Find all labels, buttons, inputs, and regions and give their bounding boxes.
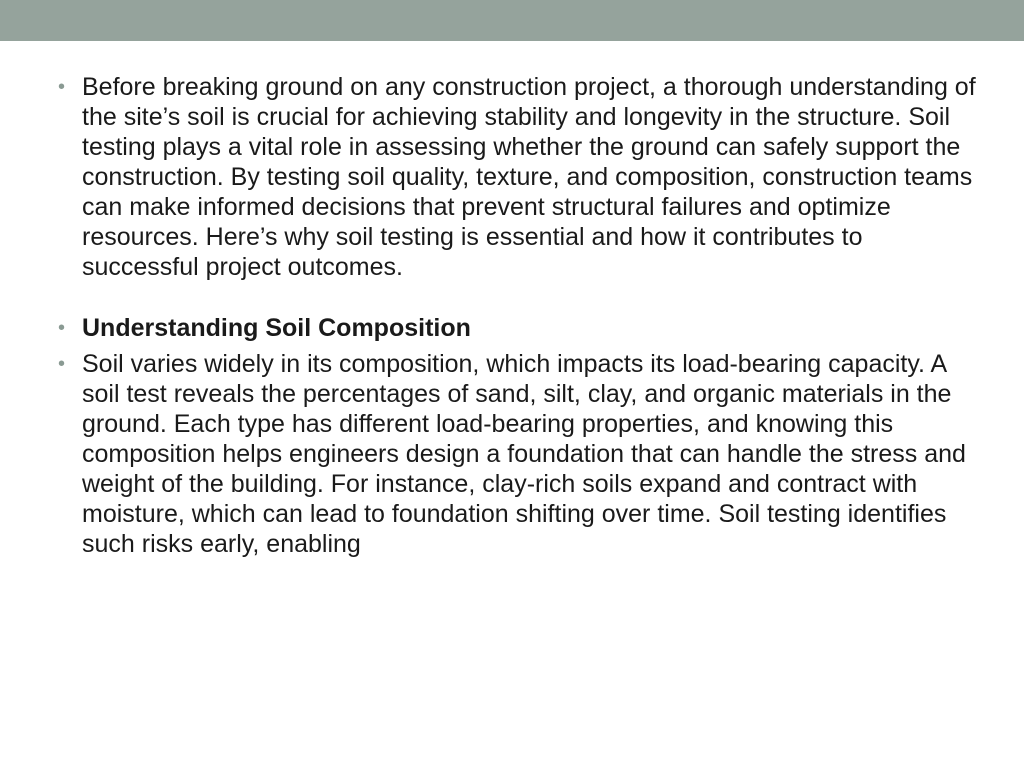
bullet-heading — [58, 313, 978, 343]
intro-paragraph: Before breaking ground on any construction project, a thorough understanding of the site’s soil is crucial for achieving stability and longevity in the structure. Soil testing plays a vital role in assessing whether the ground can safely support the construction. By testing soil quality, texture, and composition, construction teams can make informed decisions that prevent structural failures and optimize resources. Here’s why soil testing is essential and how it contributes to successful project outcomes. — [82, 73, 976, 281]
bullet-dot-icon: • — [58, 76, 66, 98]
slide-body — [58, 72, 978, 559]
bullet-dot-icon: • — [58, 353, 66, 375]
bullet-intro — [58, 72, 978, 282]
top-accent-band — [0, 0, 1024, 41]
composition-paragraph: Soil varies widely in its composition, which impacts its load-bearing capacity. A soil test reveals the percentages of sand, silt, clay, and organic materials in the ground. Each type has different load-bearing properties, and knowing this composition helps engineers design a foundation that can handle the stress and weight of the building. For instance, clay-rich soils expand and contract with moisture, which can lead to foundation shifting over time. Soil testing identifies such risks early, enabling — [82, 350, 966, 558]
section-heading: Understanding Soil Composition — [82, 314, 471, 342]
bullet-composition — [58, 349, 978, 559]
bullet-dot-icon: • — [58, 317, 66, 339]
